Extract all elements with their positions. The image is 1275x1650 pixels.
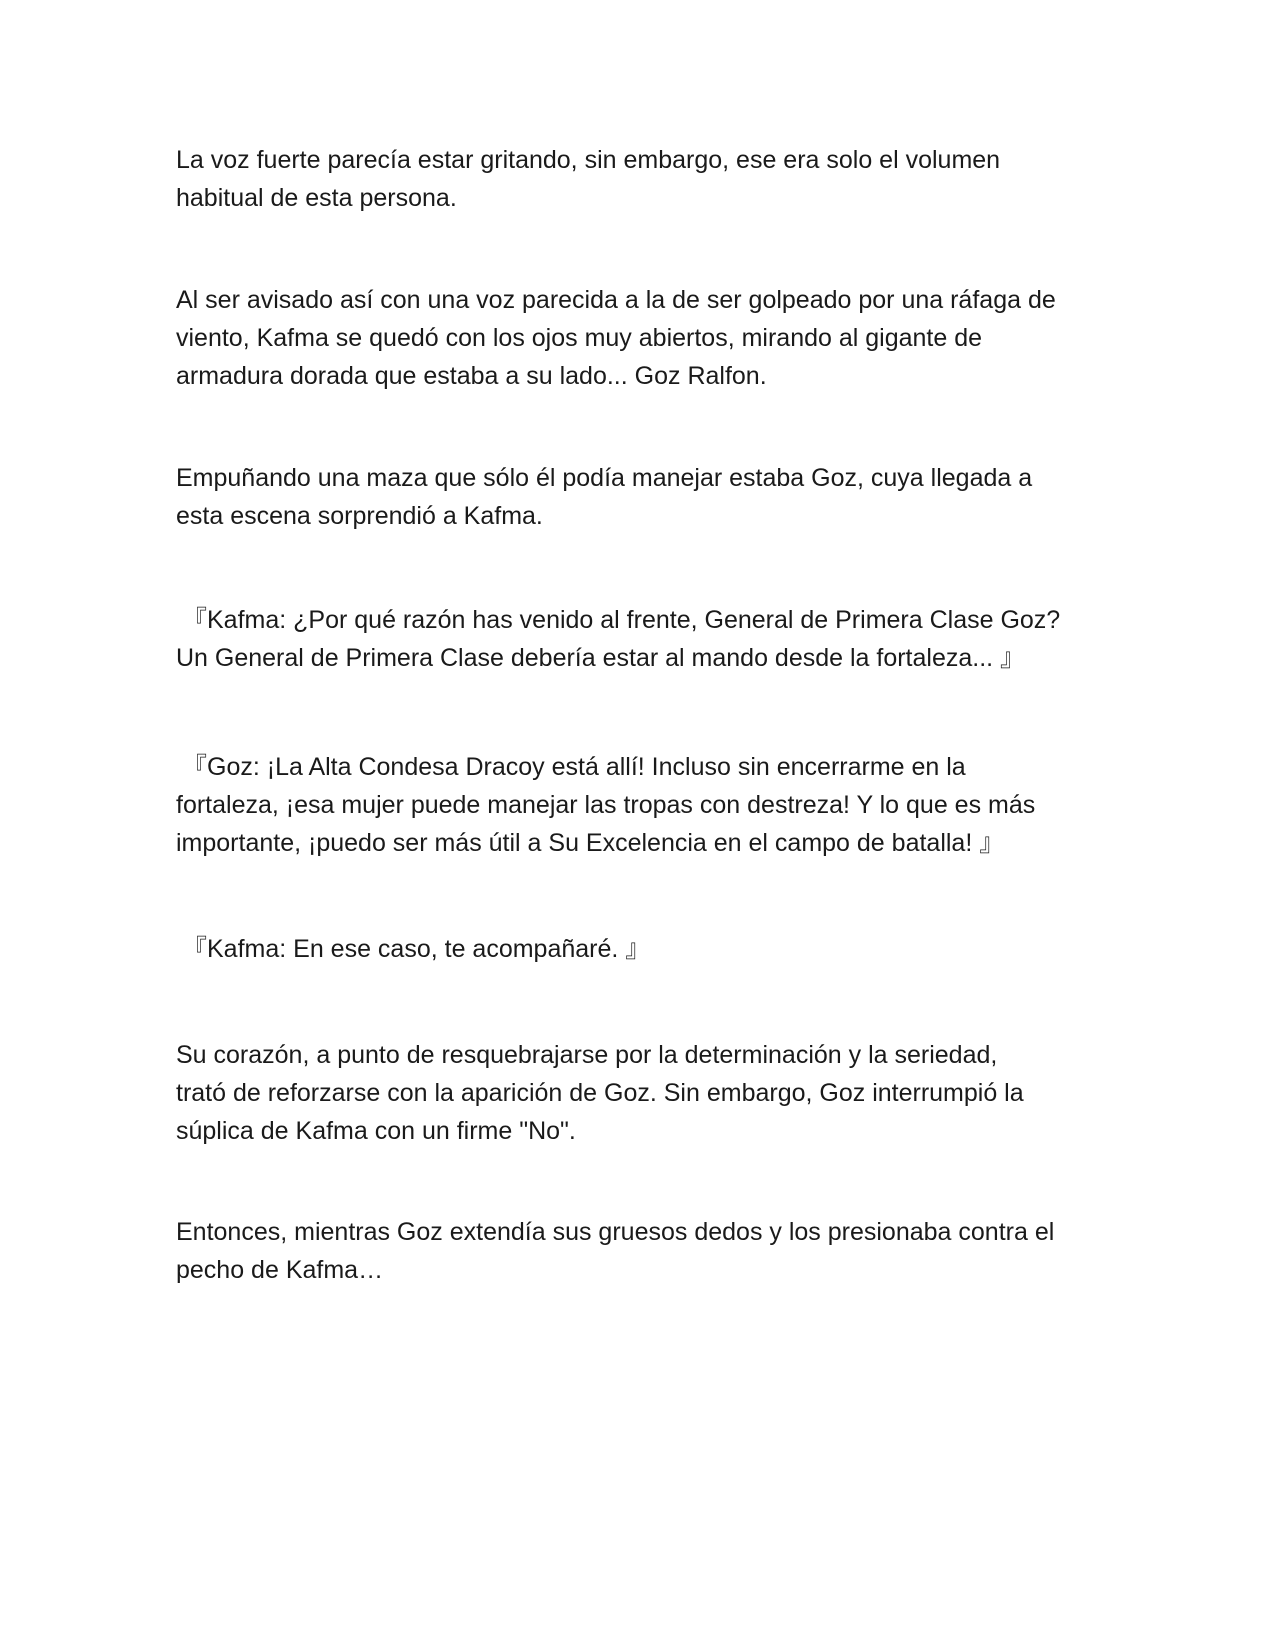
paragraph-7 <box>176 1036 1096 1150</box>
text-line: 『Kafma: ¿Por qué razón has venido al frente, General de Primera Clase Goz? <box>182 606 1061 634</box>
text-line: fortaleza, ¡esa mujer puede manejar las tropas con destreza! Y lo que es más <box>176 791 1036 819</box>
text-line: súplica de Kafma con un firme "No". <box>176 1117 576 1145</box>
text-line: 『Goz: ¡La Alta Condesa Dracoy está allí! Incluso sin encerrarme en la <box>182 753 966 781</box>
dialogue-kafma-1 <box>176 601 1096 677</box>
text-line: armadura dorada que estaba a su lado... Goz Ralfon. <box>176 362 767 390</box>
paragraph-1 <box>176 141 1096 217</box>
text-line: trató de reforzarse con la aparición de Goz. Sin embargo, Goz interrumpió la <box>176 1079 1024 1107</box>
text-line: Un General de Primera Clase debería estar al mando desde la fortaleza... 』 <box>176 644 1026 672</box>
text-line: Su corazón, a punto de resquebrajarse por la determinación y la seriedad, <box>176 1041 998 1069</box>
text-line: importante, ¡puedo ser más útil a Su Excelencia en el campo de batalla! 』 <box>176 829 1005 857</box>
paragraph-2 <box>176 281 1096 395</box>
text-line: viento, Kafma se quedó con los ojos muy abiertos, mirando al gigante de <box>176 324 983 352</box>
dialogue-goz <box>176 748 1096 862</box>
text-line: pecho de Kafma… <box>176 1256 384 1284</box>
text-line: esta escena sorprendió a Kafma. <box>176 502 543 530</box>
text-line: La voz fuerte parecía estar gritando, sin embargo, ese era solo el volumen <box>176 146 1001 174</box>
text-line: 『Kafma: En ese caso, te acompañaré. 』 <box>182 935 651 963</box>
text-line: Al ser avisado así con una voz parecida a la de ser golpeado por una ráfaga de <box>176 286 1056 314</box>
text-line: habitual de esta persona. <box>176 184 457 212</box>
paragraph-3 <box>176 459 1096 535</box>
text-line: Entonces, mientras Goz extendía sus gruesos dedos y los presionaba contra el <box>176 1218 1055 1246</box>
dialogue-kafma-2 <box>176 930 1096 968</box>
paragraph-8 <box>176 1213 1096 1289</box>
text-line: Empuñando una maza que sólo él podía manejar estaba Goz, cuya llegada a <box>176 464 1033 492</box>
